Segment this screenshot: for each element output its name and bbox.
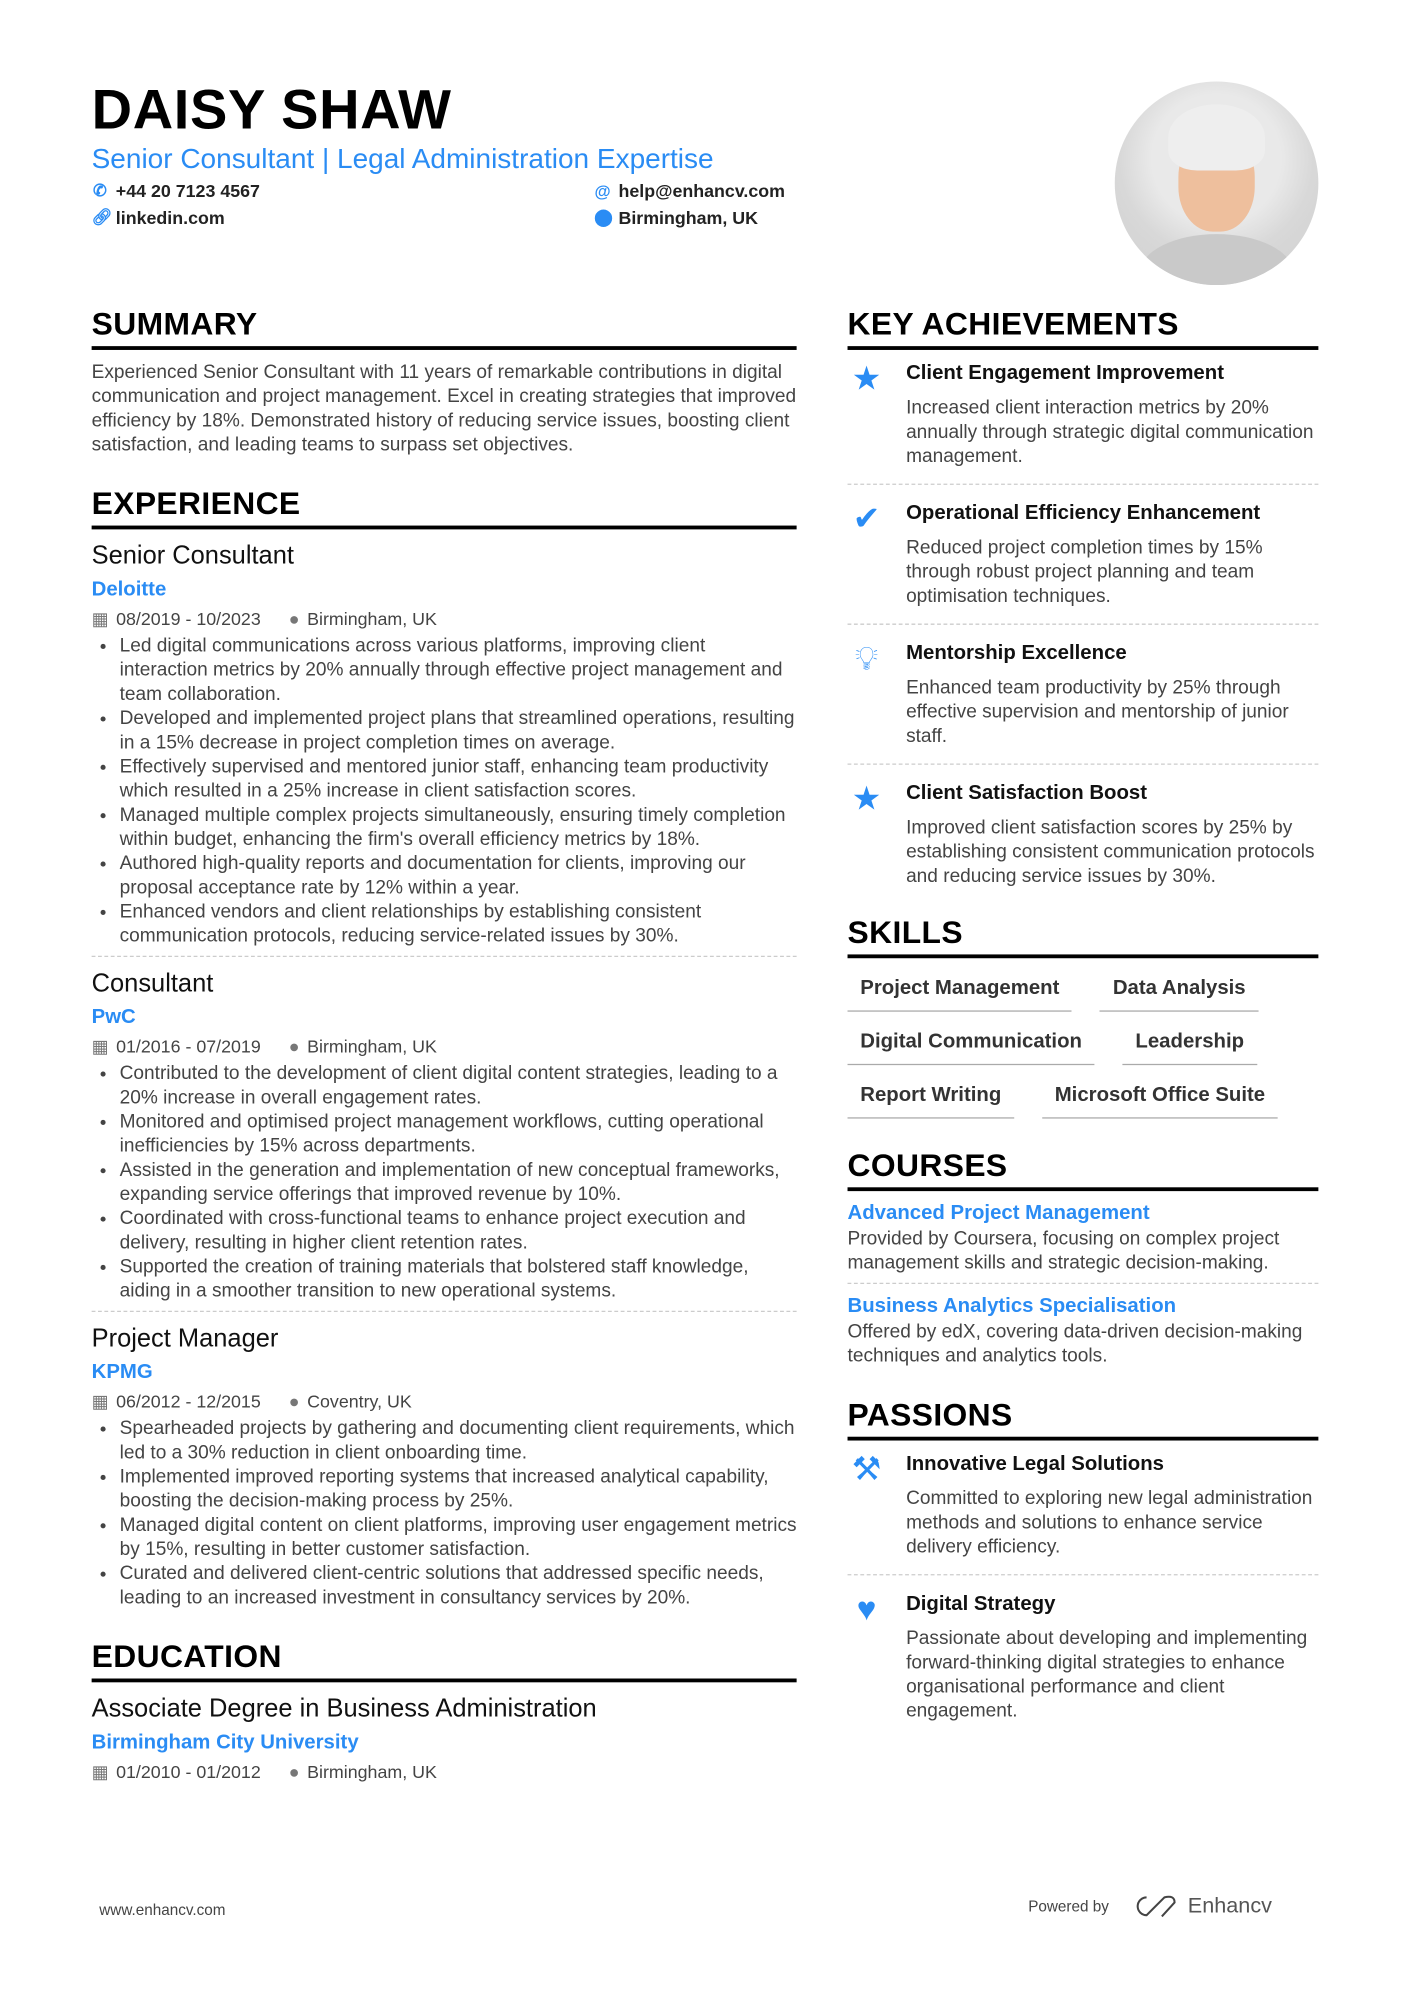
courses-heading: COURSES (848, 1147, 1319, 1192)
job-location-wrap (289, 1035, 437, 1058)
enhancv-logo (1134, 1894, 1272, 1919)
job-title: Project Manager (91, 1324, 279, 1353)
calendar-icon: ▦ (91, 1035, 109, 1057)
item-description: Passionate about developing and implementing forward-thinking digital strategies to enhance organisational performance and client engagement. (906, 1627, 1308, 1722)
contact-linkedin[interactable] (92, 207, 225, 227)
passions-section (848, 1396, 1319, 1731)
candidate-name: DAISY SHAW (91, 78, 452, 142)
job-dates-wrap (92, 607, 261, 630)
achievement-item (848, 490, 1319, 616)
item-content (906, 360, 1318, 468)
courses-section (848, 1147, 1319, 1368)
divider (92, 1311, 797, 1312)
summary-section (92, 305, 797, 456)
star-icon: ★ (851, 778, 882, 817)
achievement-item (848, 350, 1319, 476)
course-title: Advanced Project Management (847, 1202, 1150, 1225)
education-section (92, 1638, 797, 1783)
item-title: Operational Efficiency Enhancement (906, 502, 1261, 525)
checkmark-icon: ✔ (852, 498, 881, 538)
bullet-item: • Effectively supervised and mentored junior staff, enhancing team productivity which resulted in a 25% increase in client satisfaction scores. (120, 755, 797, 803)
bullet-item: • Developed and implemented project plans that streamlined operations, resulting in a 15% decrease in project completion times on average. (120, 706, 797, 754)
bullet-item: • Coordinated with cross-functional teams to enhance project execution and delivery, resulting in higher client retention rates. (120, 1206, 797, 1254)
item-content (906, 500, 1318, 608)
summary-text: Experienced Senior Consultant with 11 years of remarkable contributions in digital communication and project management. Excel in creating strategies that improved efficiency by 18%. Demonstrated history of reducing service issues, boosting client satisfaction, and leading teams to surpass set objectives. (91, 361, 797, 456)
divider (848, 484, 1319, 485)
footer-branding (1028, 1894, 1272, 1919)
item-title: Innovative Legal Solutions (906, 1453, 1165, 1475)
education-dates: 01/2010 - 01/2012 (116, 1761, 261, 1782)
education-meta (92, 1760, 797, 1783)
calendar-icon: ▦ (91, 608, 109, 629)
location-pin-icon: ● (288, 608, 300, 629)
lightbulb-icon: 💡︎ (855, 638, 879, 678)
course-description: Provided by Coursera, focusing on complex project management skills and strategic decision-making. (847, 1228, 1280, 1274)
job-location-wrap (289, 1390, 412, 1413)
experience-heading: EXPERIENCE (92, 485, 797, 530)
job-location: Coventry, UK (307, 1390, 412, 1412)
skill-tag: Data Analysis (1100, 968, 1258, 1011)
bullet-item: • Enhanced vendors and client relationships by establishing consistent communication protocols, reducing service-related issues by 30%. (120, 900, 797, 948)
left-column (92, 305, 797, 1810)
item-description: Reduced project completion times by 15% through robust project planning and team optimisation techniques. (906, 537, 1263, 608)
link-icon: 🔗︎ (91, 207, 113, 227)
course-description: Offered by edX, covering data-driven decision-making techniques and analytics tools. (847, 1320, 1303, 1367)
job-meta (92, 607, 797, 630)
achievement-item (848, 630, 1319, 756)
item-content (906, 1591, 1318, 1723)
job-title: Consultant (91, 969, 214, 998)
school: Birmingham City University (91, 1731, 359, 1754)
item-title: Client Engagement Improvement (906, 362, 1224, 385)
calendar-icon: ▦ (91, 1390, 109, 1412)
skills-list (848, 968, 1319, 1118)
divider (92, 956, 797, 957)
item-description: Improved client satisfaction scores by 25% by establishing consistent communication protocols and reducing service issues by 30%. (906, 816, 1315, 887)
course-title: Business Analytics Specialisation (847, 1295, 1177, 1318)
education-location: Birmingham, UK (307, 1761, 437, 1782)
passions-heading: PASSIONS (848, 1396, 1319, 1441)
job-entry (92, 1322, 797, 1610)
brand-text: Enhancv (1187, 1893, 1272, 1918)
contact-location (594, 207, 758, 227)
location-text: Birmingham, UK (618, 207, 759, 228)
job-bullets (92, 1416, 797, 1609)
passion-item (848, 1581, 1319, 1731)
job-meta (92, 1035, 797, 1058)
skills-heading: SKILLS (848, 914, 1319, 959)
summary-heading: SUMMARY (92, 305, 797, 350)
contact-phone (92, 181, 260, 201)
item-description: Increased client interaction metrics by 20% annually through strategic digital communication management. (906, 397, 1314, 468)
powered-by-text: Powered by (1028, 1897, 1109, 1916)
bullet-item: • Authored high-quality reports and documentation for clients, improving our proposal acceptance rate by 12% within a year. (120, 851, 797, 899)
enhancv-logo-icon (1134, 1894, 1180, 1919)
item-description: Committed to exploring new legal administration methods and solutions to enhance service delivery efficiency. (906, 1487, 1313, 1558)
passion-item (848, 1441, 1319, 1567)
skills-section (848, 914, 1319, 1119)
skill-tag: Microsoft Office Suite (1042, 1075, 1278, 1118)
skill-tag: Project Management (848, 968, 1073, 1011)
candidate-title: Senior Consultant | Legal Administration Expertise (91, 142, 714, 175)
item-content (906, 640, 1318, 748)
linkedin-link[interactable]: linkedin.com (115, 207, 225, 228)
bullet-item: • Spearheaded projects by gathering and documenting client requirements, which led to a 30% reduction in client onboarding time. (120, 1416, 797, 1464)
location-pin-icon: ⬤ (594, 207, 613, 227)
job-meta (92, 1390, 797, 1413)
company-name: KPMG (91, 1361, 153, 1384)
heart-icon: ♥ (856, 1589, 877, 1628)
contact-email[interactable] (594, 181, 785, 201)
job-dates: 01/2016 - 07/2019 (116, 1035, 261, 1057)
job-title: Senior Consultant (91, 542, 294, 571)
skill-tag: Digital Communication (848, 1022, 1095, 1065)
bullet-item: • Supported the creation of training materials that bolstered staff knowledge, aiding in a smoother transition to new operational systems. (120, 1255, 797, 1303)
job-dates: 08/2019 - 10/2023 (116, 608, 261, 629)
job-entry (92, 967, 797, 1312)
job-dates-wrap (92, 1390, 261, 1413)
bullet-item: • Implemented improved reporting systems that increased analytical capability, boosting the decision-making process by 25%. (120, 1465, 797, 1513)
bullet-item: • Managed digital content on client platforms, improving user engagement metrics by 15%, resulting in better customer satisfaction. (120, 1513, 797, 1561)
bullet-item: • Assisted in the generation and implementation of new conceptual frameworks, expanding service offerings that improved revenue by 10%. (120, 1158, 797, 1206)
company-name: Deloitte (91, 579, 167, 601)
profile-photo (1115, 81, 1319, 285)
education-heading: EDUCATION (92, 1638, 797, 1683)
job-location: Birmingham, UK (307, 1035, 437, 1057)
magic-wand-icon: ⚒ (851, 1449, 882, 1488)
bullet-item: • Curated and delivered client-centric solutions that addressed specific needs, leading to an increased investment in consultancy services by 20%. (120, 1561, 797, 1609)
item-description: Enhanced team productivity by 25% through effective supervision and mentorship of junior staff. (906, 677, 1289, 747)
item-title: Client Satisfaction Boost (906, 782, 1148, 805)
skill-tag: Report Writing (848, 1075, 1014, 1118)
bullet-item: • Led digital communications across various platforms, improving client interaction metrics by 20% annually through effective project management and team collaboration. (120, 634, 797, 707)
job-location-wrap (289, 607, 437, 630)
divider (848, 764, 1319, 765)
divider (848, 1574, 1319, 1575)
right-column (848, 305, 1319, 1758)
bullet-item: • Contributed to the development of client digital content strategies, leading to a 20% increase in overall engagement rates. (120, 1061, 797, 1109)
experience-section (92, 485, 797, 1610)
phone-icon: ✆ (92, 180, 107, 200)
divider (848, 1283, 1319, 1284)
company-name: PwC (91, 1006, 136, 1029)
job-dates-wrap (92, 1035, 261, 1058)
degree: Associate Degree in Business Administration (91, 1695, 597, 1724)
at-icon: @ (594, 181, 611, 201)
item-title: Digital Strategy (906, 1593, 1056, 1615)
job-bullets (92, 1061, 797, 1303)
bullet-item: • Managed multiple complex projects simultaneously, ensuring timely completion within budget, enhancing the firm's overall efficiency metrics by 18%. (120, 803, 797, 851)
skill-tag: Leadership (1123, 1022, 1257, 1065)
calendar-icon: ▦ (91, 1761, 109, 1782)
job-bullets (92, 634, 797, 948)
divider (848, 624, 1319, 625)
location-pin-icon: ● (288, 1390, 300, 1412)
location-pin-icon: ● (288, 1761, 300, 1782)
item-content (906, 1451, 1318, 1559)
achievements-section (848, 305, 1319, 895)
email-link[interactable]: help@enhancv.com (618, 180, 786, 202)
job-location: Birmingham, UK (307, 608, 437, 629)
location-pin-icon: ● (288, 1035, 300, 1057)
item-content (906, 780, 1318, 888)
job-entry (92, 540, 797, 957)
phone-text: +44 20 7123 4567 (115, 180, 260, 202)
footer-website[interactable]: www.enhancv.com (99, 1901, 226, 1920)
star-icon: ★ (851, 358, 882, 398)
achievements-heading: KEY ACHIEVEMENTS (848, 305, 1319, 350)
item-title: Mentorship Excellence (906, 642, 1127, 665)
achievement-item (848, 770, 1319, 896)
bullet-item: • Monitored and optimised project management workflows, cutting operational inefficiencies by 15% across departments. (120, 1110, 797, 1158)
job-dates: 06/2012 - 12/2015 (116, 1390, 261, 1412)
